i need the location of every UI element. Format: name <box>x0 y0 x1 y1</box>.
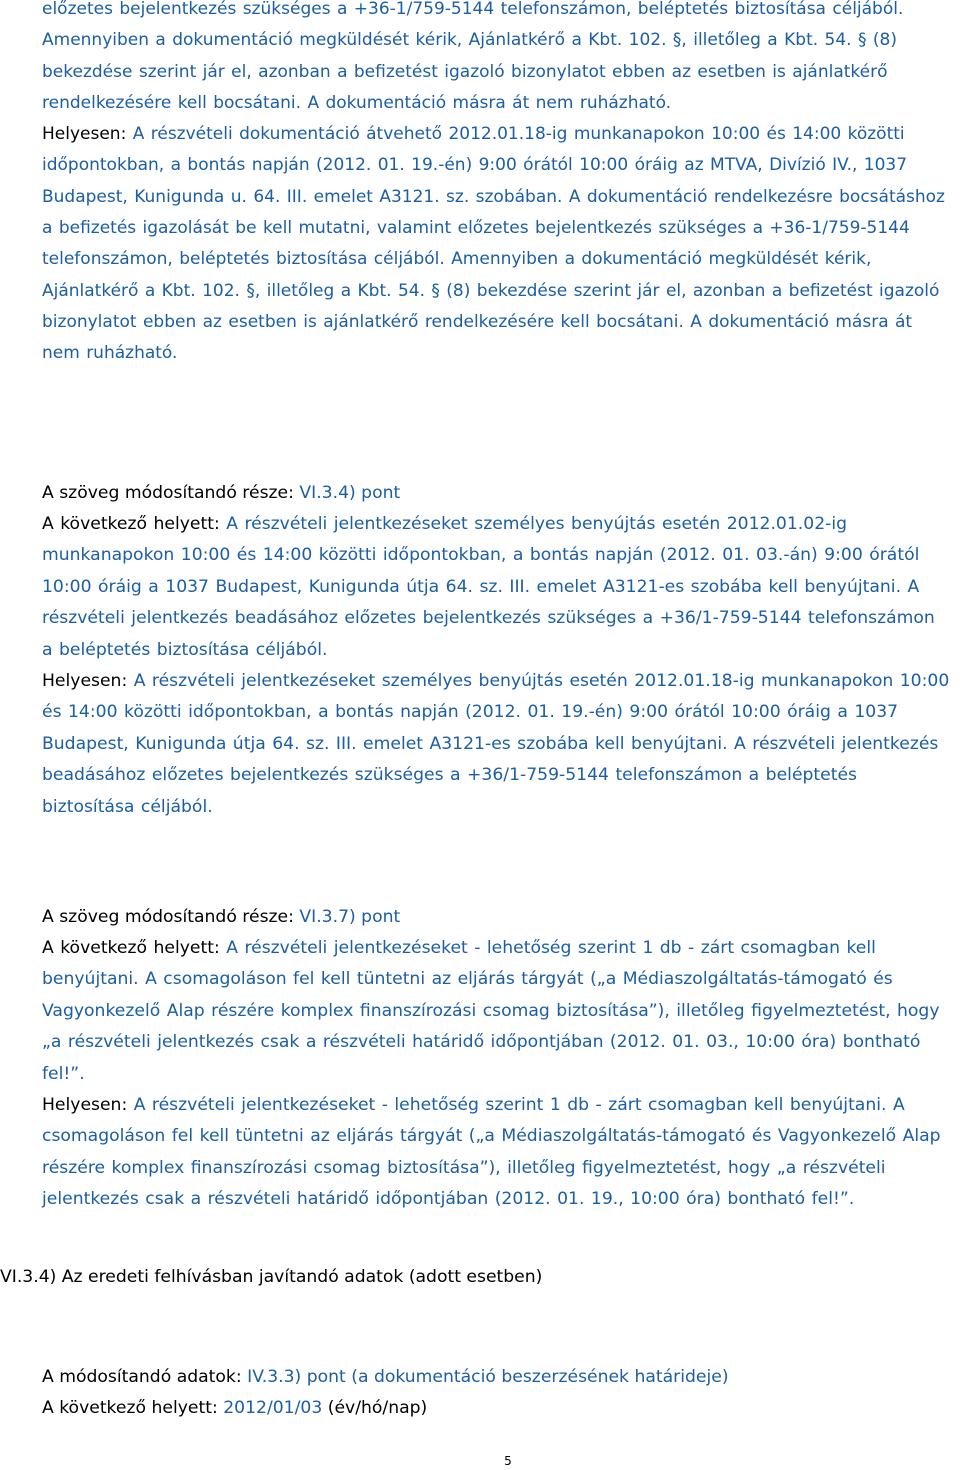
section-vi34-heading <box>42 478 950 509</box>
vi34-corrections-heading: VI.3.4) Az eredeti felhívásban javítandó adatok (adott esetben) <box>0 1267 543 1287</box>
section-vi34-instead <box>42 509 950 666</box>
section-vi37-instead <box>42 933 950 1090</box>
section-vi34-instead-label: A következő helyett: <box>42 514 220 534</box>
top-continued-text: előzetes bejelentkezés szükséges a +36-1/759-5144 telefonszámon, beléptetés biztosítása céljából. Amennyiben a dokumentáció megküldését kérik, Ajánlatkérő a Kbt. 102. §, illetőleg a Kbt. 54. § (8) bekezdése szerint jár el, azonban a befizetést igazoló bizonylatot ebben az esetben is ajánlatkérő rendelkezésére kell bocsátani. A dokumentáció másra át nem ruházható. <box>42 0 904 113</box>
section-iv33 <box>42 1362 950 1424</box>
section-vi37-correct <box>42 1090 950 1216</box>
section-vi37-heading <box>42 902 950 933</box>
section-iv33-heading-value: IV.3.3) pont (a dokumentáció beszerzésének határideje) <box>247 1367 729 1387</box>
section-vi37-heading-value: VI.3.7) pont <box>299 907 401 927</box>
section-vi34-correct-label: Helyesen: <box>42 671 128 692</box>
section-vi34-heading-value: VI.3.4) pont <box>299 483 401 503</box>
section-iv33-heading <box>42 1362 950 1393</box>
section-vi37-correct-text: A részvételi jelentkezéseket - lehetőség szerint 1 db - zárt csomagban kell benyújtani. A csomagoláson fel kell tüntetni az eljárás tárgyát („a Médiaszolgáltatás-támogató és Vagyonkezelő Alap részére komplex finanszírozási csomag biztosítása”), illetőleg figyelmeztetést, hogy „a részvételi jelentkezés csak a részvételi határidő időpontjában (2012. 01. 19., 10:00 óra) bontható fel!”. <box>42 1095 941 1210</box>
section-vi34-instead-text: A részvételi jelentkezéseket személyes benyújtás esetén 2012.01.02-ig munkanapokon 10:00 és 14:00 közötti időpontokban, a bontás napján (2012. 01. 03.-án) 9:00 órától 10:00 óráig a 1037 Budapest, Kunigunda útja 64. sz. III. emelet A3121-es szobába kell benyújtani. A részvételi jelentkezés beadásához előzetes bejelentkezés szükséges a +36/1-759-5144 telefonszámon a beléptetés biztosítása céljából. <box>42 514 935 660</box>
section-vi34-correct-text: A részvételi jelentkezéseket személyes benyújtás esetén 2012.01.18-ig munkanapokon 10:00 és 14:00 közötti időpontokban, a bontás napján (2012. 01. 19.-én) 9:00 órától 10:00 óráig a 1037 Budapest, Kunigunda útja 64. sz. III. emelet A3121-es szobába kell benyújtani. A részvételi jelentkezés beadásához előzetes bejelentkezés szükséges a +36/1-759-5144 telefonszámon a beléptetés biztosítása céljából. <box>42 671 950 817</box>
section-iv33-instead-label: A következő helyett: <box>42 1398 218 1418</box>
section-vi37-correct-label: Helyesen: <box>42 1095 128 1116</box>
section-vi34-heading-label: A szöveg módosítandó része: <box>42 483 294 503</box>
section-iv33-instead-value: 2012/01/03 <box>223 1398 323 1418</box>
section-vi34-correct <box>42 666 950 823</box>
page-number: 5 <box>504 1454 512 1468</box>
section-vi37 <box>42 902 950 1216</box>
section-vi37-heading-label: A szöveg módosítandó része: <box>42 907 294 927</box>
section-vi37-instead-text: A részvételi jelentkezéseket - lehetőség szerint 1 db - zárt csomagban kell benyújtani. A csomagoláson fel kell tüntetni az eljárás tárgyát („a Médiaszolgáltatás-támogató és Vagyonkezelő Alap részére komplex finanszírozási csomag biztosítása”), illetőleg figyelmeztetést, hogy „a részvételi jelentkezés csak a részvételi határidő időpontjában (2012. 01. 03., 10:00 óra) bontható fel!”. <box>42 938 940 1084</box>
section-vi37-instead-label: A következő helyett: <box>42 938 220 958</box>
top-paragraph-block <box>42 0 950 370</box>
top-correct-text: A részvételi dokumentáció átvehető 2012.01.18-ig munkanapokon 10:00 és 14:00 közötti időpontokban, a bontás napján (2012. 01. 19.-én) 9:00 órától 10:00 óráig az MTVA, Divízió IV., 1037 Budapest, Kunigunda u. 64. III. emelet A3121. sz. szobában. A dokumentáció rendelkezésre bocsátáshoz a befizetés igazolását be kell mutatni, valamint előzetes bejelentkezés szükséges a +36-1/759-5144 telefonszámon, beléptetés biztosítása céljából. Amennyiben a dokumentáció megküldését kérik, Ajánlatkérő a Kbt. 102. §, illetőleg a Kbt. 54. § (8) bekezdése szerint jár el, azonban a befizetést igazoló bizonylatot ebben az esetben is ajánlatkérő rendelkezésére kell bocsátani. A dokumentáció másra át nem ruházható. <box>42 124 945 364</box>
section-iv33-instead-suffix: (év/hó/nap) <box>327 1398 428 1418</box>
top-correct-label: Helyesen: <box>42 124 127 145</box>
section-vi34 <box>42 478 950 823</box>
section-iv33-heading-label: A módosítandó adatok: <box>42 1367 242 1387</box>
section-iv33-instead <box>42 1393 950 1424</box>
top-correct-paragraph <box>42 119 950 369</box>
